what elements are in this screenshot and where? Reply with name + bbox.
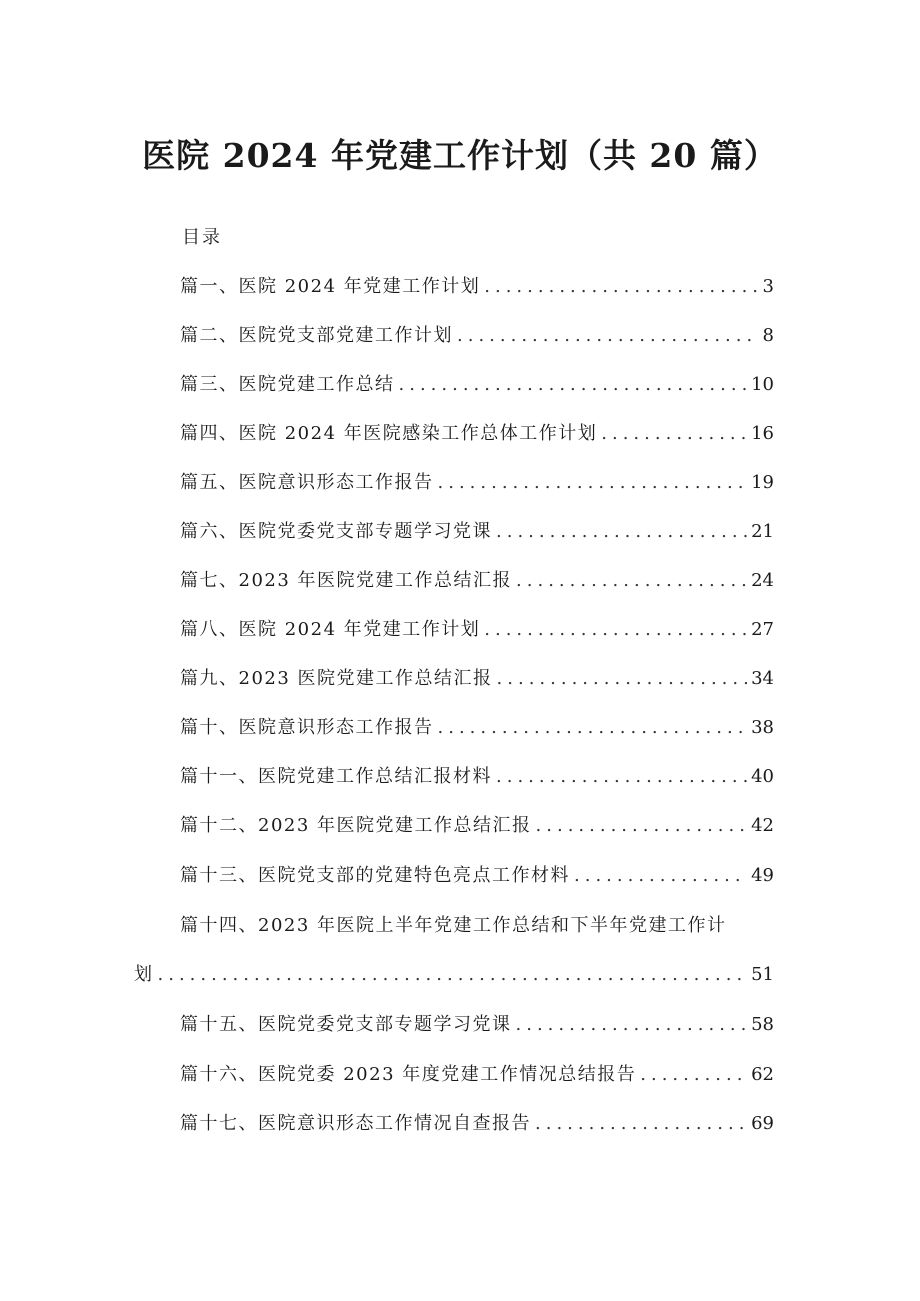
dot-leader [574,862,747,890]
toc-entry[interactable] [180,1061,774,1089]
dot-leader [484,273,758,301]
toc-entry-label: 篇十一、医院党建工作总结汇报材料 [180,766,492,787]
toc-entry[interactable] [180,763,774,791]
toc-entry[interactable] [180,616,774,644]
toc-entry[interactable] [180,1011,774,1039]
toc-entry-page: 8 [762,325,774,346]
dot-leader [516,567,747,595]
toc-entry-label: 篇六、医院党委党支部专题学习党课 [180,521,492,542]
toc-entry-label: 篇八、医院 2024 年党建工作计划 [180,619,481,640]
dot-leader [496,518,747,546]
toc-entry[interactable] [180,518,774,546]
dot-leader [484,616,747,644]
toc-entry-page: 27 [751,619,774,640]
toc-entry-label: 篇三、医院党建工作总结 [180,374,395,395]
toc-entry[interactable] [180,714,774,742]
dot-leader [438,714,748,742]
dot-leader [601,420,747,448]
dot-leader [457,322,759,350]
toc-entry[interactable] [180,1110,774,1138]
toc-entry-label: 篇十、医院意识形态工作报告 [180,717,434,738]
toc-entry-page: 3 [762,276,774,297]
toc-entry-page: 49 [751,865,774,886]
toc-entry-page: 38 [751,717,774,738]
toc-entry-page: 42 [751,815,774,836]
toc-entry-label: 篇二、医院党支部党建工作计划 [180,325,453,346]
toc-entry-label: 篇十五、医院党委党支部专题学习党课 [180,1014,512,1035]
toc-entry-page: 34 [751,668,774,689]
toc-entry[interactable] [180,862,774,890]
toc-entry-page: 10 [751,374,774,395]
dot-leader [496,763,747,791]
dot-leader [640,1061,747,1089]
toc-heading: 目录 [182,227,222,248]
dot-leader [158,961,748,989]
toc-entry[interactable] [180,812,774,840]
toc-entry-label: 篇十三、医院党支部的党建特色亮点工作材料 [180,865,570,886]
toc-entry-label: 篇九、2023 医院党建工作总结汇报 [180,668,493,689]
toc-entry-label: 篇七、2023 年医院党建工作总结汇报 [180,570,513,591]
toc-entry[interactable] [180,322,774,350]
toc-entry[interactable] [180,567,774,595]
toc-entry[interactable] [180,371,774,399]
toc-entry-label: 篇四、医院 2024 年医院感染工作总体工作计划 [180,423,598,444]
toc-entry[interactable] [180,420,774,448]
toc-entry-page: 69 [751,1113,774,1134]
dot-leader [516,1011,748,1039]
toc-entry-label: 篇十二、2023 年医院党建工作总结汇报 [180,815,532,836]
toc-entry[interactable] [180,469,774,497]
toc-entry[interactable] [180,665,774,693]
toc-entry-page: 51 [751,964,774,985]
toc-entry-page: 62 [751,1064,774,1085]
toc-entry-page: 40 [751,766,774,787]
toc-entry-page: 21 [751,521,774,542]
toc-entry-page: 58 [751,1014,774,1035]
toc-entry[interactable] [180,273,774,301]
toc-entry-wrapped-line1[interactable]: 篇十四、2023 年医院上半年党建工作总结和下半年党建工作计 [180,915,727,936]
toc-entry-wrapped-line2[interactable] [134,961,774,989]
dot-leader [399,371,748,399]
toc-entry-page: 24 [751,570,774,591]
dot-leader [497,665,748,693]
toc-entry-label: 划 [134,964,154,985]
toc-entry-page: 16 [751,423,774,444]
dot-leader [536,812,748,840]
document-title: 医院 2024 年党建工作计划（共 20 篇） [142,136,778,175]
dot-leader [438,469,748,497]
toc-entry-label: 篇十六、医院党委 2023 年度党建工作情况总结报告 [180,1064,637,1085]
toc-entry-label: 篇十七、医院意识形态工作情况自查报告 [180,1113,531,1134]
dot-leader [535,1110,747,1138]
toc-entry-label: 篇一、医院 2024 年党建工作计划 [180,276,481,297]
toc-entry-page: 19 [751,472,774,493]
toc-entry-label: 篇五、医院意识形态工作报告 [180,472,434,493]
